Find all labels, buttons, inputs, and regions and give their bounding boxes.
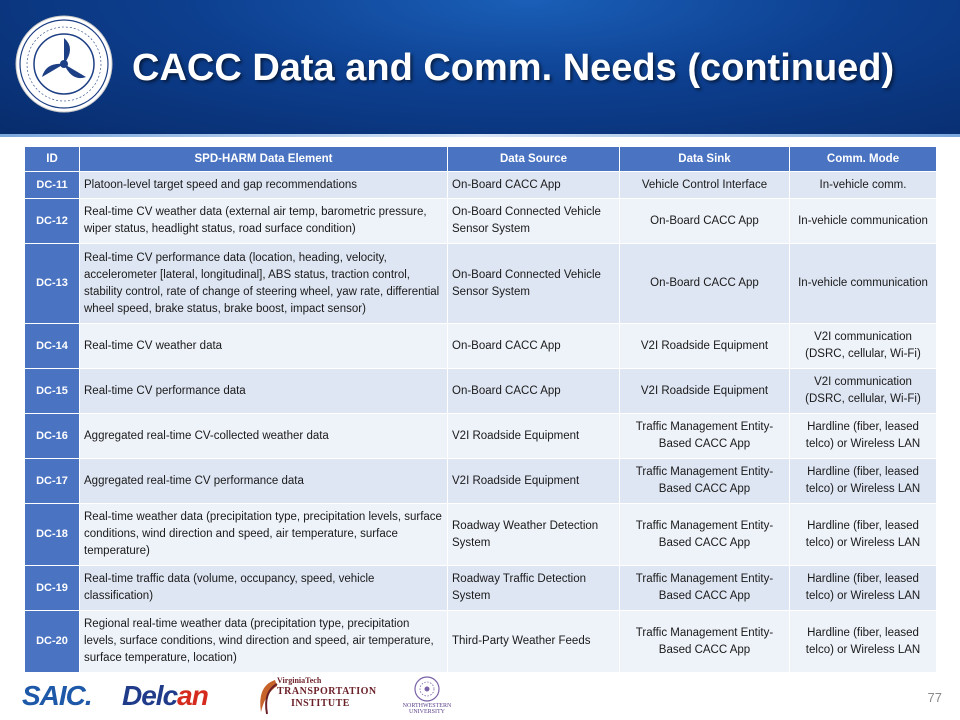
vtti-logo-line2: TRANSPORTATION — [277, 686, 377, 697]
table-row — [25, 369, 937, 414]
table-header-row — [25, 147, 937, 172]
data-source-cell: On-Board CACC App — [448, 324, 620, 369]
column-header: ID — [25, 147, 80, 172]
data-source-cell: V2I Roadside Equipment — [448, 459, 620, 504]
data-table — [24, 146, 937, 673]
data-sink-cell: On-Board CACC App — [620, 199, 790, 244]
row-id: DC-18 — [25, 504, 80, 566]
comm-mode-cell: Hardline (fiber, leased telco) or Wireless LAN — [790, 611, 937, 673]
dot-seal-icon — [14, 14, 114, 114]
data-element-cell: Real-time weather data (precipitation type, precipitation levels, surface conditions, wind direction and speed, air temperature, surface temperature) — [80, 504, 448, 566]
data-source-cell: On-Board CACC App — [448, 369, 620, 414]
northwestern-logo-text: NORTHWESTERN UNIVERSITY — [402, 703, 452, 715]
comm-mode-cell: V2I communication (DSRC, cellular, Wi-Fi) — [790, 324, 937, 369]
comm-mode-cell: Hardline (fiber, leased telco) or Wireless LAN — [790, 414, 937, 459]
delcan-logo-accent: an — [177, 680, 208, 711]
vtti-logo — [255, 676, 380, 716]
header-divider — [0, 134, 960, 137]
column-header: Comm. Mode — [790, 147, 937, 172]
data-sink-cell: Traffic Management Entity-Based CACC App — [620, 566, 790, 611]
delcan-logo-main: Delc — [122, 680, 178, 711]
data-element-cell: Platoon-level target speed and gap recommendations — [80, 172, 448, 199]
data-sink-cell: Traffic Management Entity-Based CACC App — [620, 459, 790, 504]
data-element-cell: Real-time CV weather data — [80, 324, 448, 369]
data-sink-cell: Vehicle Control Interface — [620, 172, 790, 199]
data-element-cell: Aggregated real-time CV performance data — [80, 459, 448, 504]
row-id: DC-19 — [25, 566, 80, 611]
data-element-cell: Real-time CV weather data (external air temp, barometric pressure, wiper status, headlight status, road surface condition) — [80, 199, 448, 244]
footer-logos — [0, 674, 960, 720]
table-row — [25, 611, 937, 673]
row-id: DC-17 — [25, 459, 80, 504]
data-source-cell: On-Board Connected Vehicle Sensor System — [448, 199, 620, 244]
row-id: DC-20 — [25, 611, 80, 673]
row-id: DC-16 — [25, 414, 80, 459]
comm-mode-cell: Hardline (fiber, leased telco) or Wireless LAN — [790, 459, 937, 504]
column-header: Data Source — [448, 147, 620, 172]
data-source-cell: Third-Party Weather Feeds — [448, 611, 620, 673]
comm-mode-cell: V2I communication (DSRC, cellular, Wi-Fi) — [790, 369, 937, 414]
table-row — [25, 459, 937, 504]
data-element-cell: Real-time CV performance data (location, heading, velocity, accelerometer [lateral, longitudinal], ABS status, traction control, stability control, rate of change of steering wheel, yaw rate, differential wheel speed, brake status, brake boost, impact sensor) — [80, 244, 448, 324]
data-sink-cell: V2I Roadside Equipment — [620, 369, 790, 414]
data-source-cell: Roadway Weather Detection System — [448, 504, 620, 566]
data-sink-cell: V2I Roadside Equipment — [620, 324, 790, 369]
northwestern-seal-icon — [392, 676, 462, 704]
column-header: SPD-HARM Data Element — [80, 147, 448, 172]
table-row — [25, 324, 937, 369]
delcan-logo — [122, 680, 208, 712]
row-id: DC-13 — [25, 244, 80, 324]
page-number: 77 — [927, 690, 942, 705]
column-header: Data Sink — [620, 147, 790, 172]
page-title: CACC Data and Comm. Needs (continued) — [132, 47, 895, 89]
table-row — [25, 504, 937, 566]
data-source-cell: On-Board CACC App — [448, 172, 620, 199]
table-row — [25, 199, 937, 244]
table-row — [25, 244, 937, 324]
data-sink-cell: Traffic Management Entity-Based CACC App — [620, 611, 790, 673]
comm-mode-cell: In-vehicle communication — [790, 199, 937, 244]
row-id: DC-15 — [25, 369, 80, 414]
vtti-swoosh-icon — [255, 676, 279, 716]
table-row — [25, 414, 937, 459]
row-id: DC-14 — [25, 324, 80, 369]
data-element-cell: Real-time traffic data (volume, occupancy, speed, vehicle classification) — [80, 566, 448, 611]
data-element-cell: Aggregated real-time CV-collected weather data — [80, 414, 448, 459]
data-sink-cell: On-Board CACC App — [620, 244, 790, 324]
vtti-logo-line1: VirginiaTech — [277, 676, 322, 685]
row-id: DC-12 — [25, 199, 80, 244]
comm-mode-cell: In-vehicle communication — [790, 244, 937, 324]
saic-logo: SAIC. — [22, 680, 92, 711]
data-source-cell: Roadway Traffic Detection System — [448, 566, 620, 611]
comm-mode-cell: Hardline (fiber, leased telco) or Wireless LAN — [790, 504, 937, 566]
vtti-logo-line3: INSTITUTE — [291, 698, 350, 709]
table-row — [25, 566, 937, 611]
data-element-cell: Regional real-time weather data (precipitation type, precipitation levels, surface conditions, wind direction and speed, air temperature, surface temperature, location) — [80, 611, 448, 673]
data-source-cell: V2I Roadside Equipment — [448, 414, 620, 459]
data-sink-cell: Traffic Management Entity-Based CACC App — [620, 414, 790, 459]
comm-mode-cell: In-vehicle comm. — [790, 172, 937, 199]
data-sink-cell: Traffic Management Entity-Based CACC App — [620, 504, 790, 566]
comm-mode-cell: Hardline (fiber, leased telco) or Wireless LAN — [790, 566, 937, 611]
northwestern-logo — [392, 676, 462, 716]
data-element-cell: Real-time CV performance data — [80, 369, 448, 414]
table-row — [25, 172, 937, 199]
data-source-cell: On-Board Connected Vehicle Sensor System — [448, 244, 620, 324]
row-id: DC-11 — [25, 172, 80, 199]
